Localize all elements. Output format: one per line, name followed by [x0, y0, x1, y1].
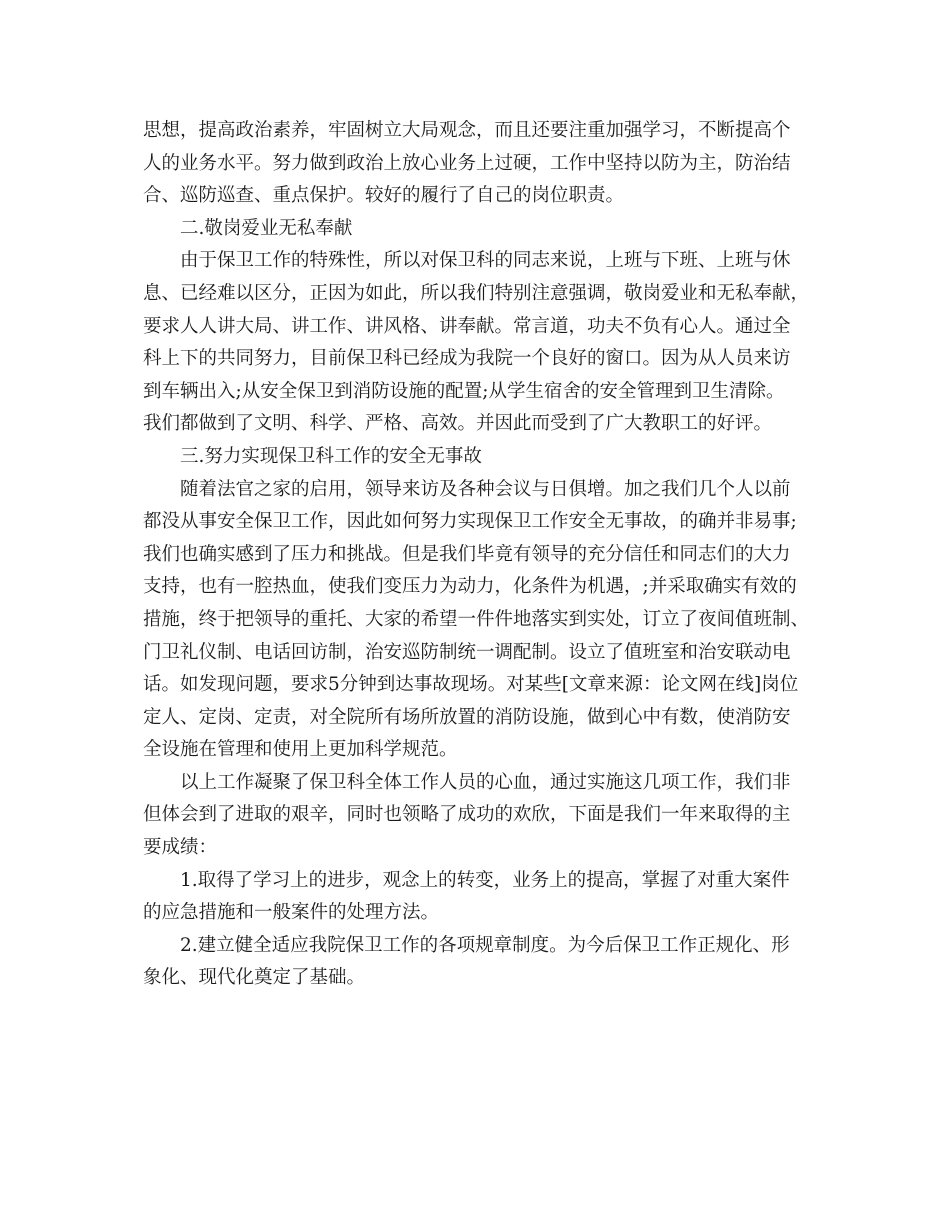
- text-line: 的应急措施和一般案件的处理方法。: [143, 902, 440, 924]
- text-line: 要成绩：: [143, 837, 218, 859]
- text-line: 由于保卫工作的特殊性，所以对保卫科的同志来说，上班与下班、上班与休: [180, 250, 791, 272]
- text-line: 要求人人讲大局、讲工作、讲风格、讲奉献。常言道，功夫不负有心人。通过全: [143, 315, 791, 337]
- text-line: 以上工作凝聚了保卫科全体工作人员的心血，通过实施这几项工作，我们非: [180, 771, 791, 793]
- text-line: 支持，也有一腔热血，使我们变压力为动力，化条件为机遇，;并采取确实有效的: [143, 576, 797, 598]
- text-line: 定人、定岗、定责，对全院所有场所放置的消防设施，做到心中有数，使消防安: [143, 706, 791, 728]
- text-line: 都没从事安全保卫工作，因此如何努力实现保卫工作安全无事故，的确并非易事;: [143, 511, 797, 533]
- document-body: [143, 115, 813, 995]
- text-line: 但体会到了进取的艰辛，同时也领略了成功的欢欣，下面是我们一年来取得的主: [143, 804, 791, 826]
- text-line: 全设施在管理和使用上更加科学规范。: [143, 739, 458, 761]
- text-line: 科上下的共同努力，目前保卫科已经成为我院一个良好的窗口。因为从人员来访: [143, 348, 791, 370]
- list-item: 2.建立健全适应我院保卫工作的各项规章制度。为今后保卫工作正规化、形: [180, 934, 790, 956]
- text-line: 话。如发现问题，要求5分钟到达事故现场。对某些[文章来源：论文网在线]岗位: [143, 674, 799, 696]
- text-line: 人的业务水平。努力做到政治上放心业务上过硬，工作中坚持以防为主，防治结: [143, 152, 791, 174]
- text-line: 思想，提高政治素养，牢固树立大局观念，而且还要注重加强学习，不断提高个: [143, 120, 791, 141]
- text-line: 我们也确实感到了压力和挑战。但是我们毕竟有领导的充分信任和同志们的大力: [143, 543, 791, 565]
- section-heading: 三.努力实现保卫科工作的安全无事故: [180, 445, 482, 467]
- list-item: 1.取得了学习上的进步，观念上的转变，业务上的提高，掌握了对重大案件: [180, 869, 790, 891]
- text-line: 象化、现代化奠定了基础。: [143, 967, 366, 989]
- section-heading: 二.敬岗爱业无私奉献: [180, 217, 353, 239]
- text-line: 措施，终于把领导的重托、大家的希望一件件地落实到实处，订立了夜间值班制、: [143, 608, 810, 630]
- text-line: 我们都做到了文明、科学、严格、高效。并因此而受到了广大教职工的好评。: [143, 413, 773, 435]
- text-line: 到车辆出入;从安全保卫到消防设施的配置;从学生宿舍的安全管理到卫生清除。: [143, 380, 785, 402]
- text-line: 合、巡防巡查、重点保护。较好的履行了自己的岗位职责。: [143, 185, 625, 207]
- text-line: 随着法官之家的启用，领导来访及各种会议与日俱增。加之我们几个人以前: [180, 478, 791, 500]
- text-line: 息、已经难以区分，正因为如此，所以我们特别注意强调，敬岗爱业和无私奉献，: [143, 282, 810, 304]
- text-line: 门卫礼仪制、电话回访制，治安巡防制统一调配制。设立了值班室和治安联动电: [143, 641, 791, 663]
